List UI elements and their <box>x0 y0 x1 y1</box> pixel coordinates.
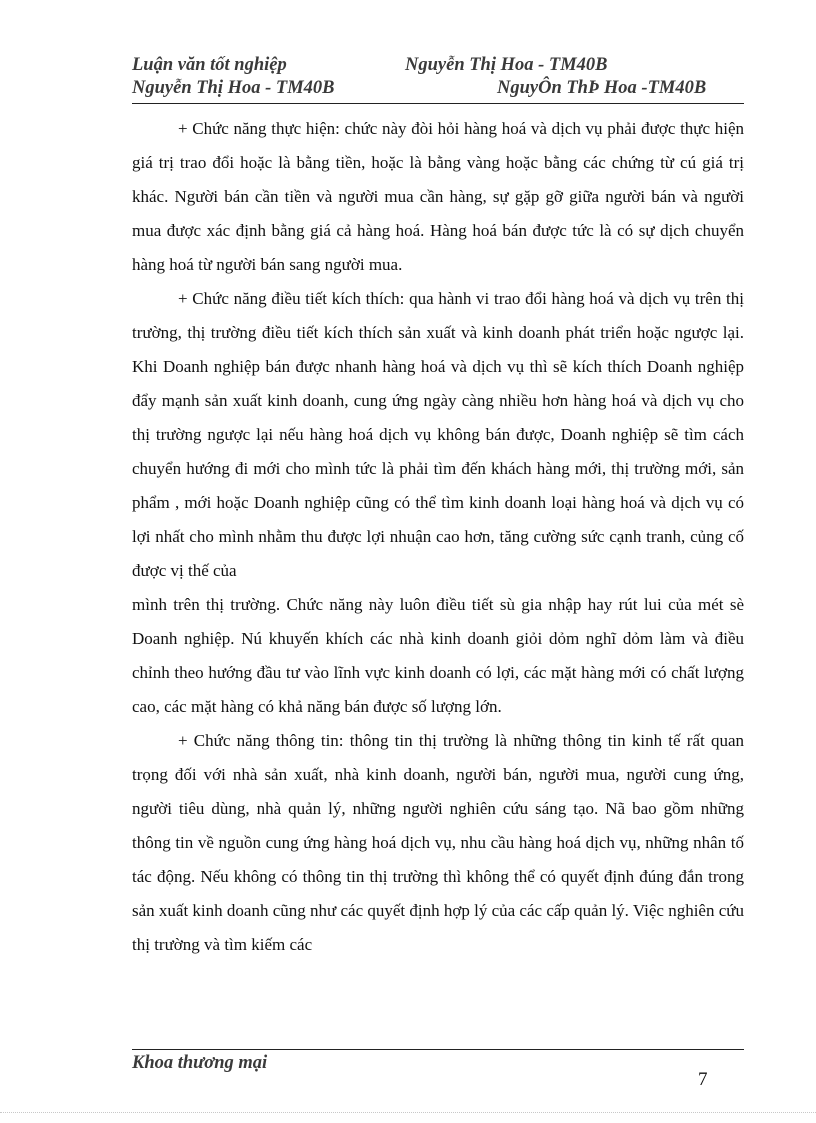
paragraph-execution-function: + Chức năng thực hiện: chức này đòi hỏi hàng hoá và dịch vụ phải được thực hiện giá trị trao đổi hoặc là bằng tiền, hoặc là bằng vàng hoặc bằng các chứng từ cú giá trị khác. Người bán cần tiền và người mua cần hàng, sự gặp gỡ giữa người bán và người mua được xác định bằng giá cả hàng hoá. Hàng hoá bán được tức là có sự dịch chuyển hàng hoá từ người bán sang người mua. <box>132 119 744 274</box>
footer-divider <box>132 1049 744 1050</box>
header-divider <box>132 103 744 104</box>
paragraph-information-function: + Chức năng thông tin: thông tin thị trường là những thông tin kinh tế rất quan trọng đối với nhà sản xuất, nhà kinh doanh, người bán, người mua, người cung ứng, người tiêu dùng, nhà quản lý, những người nghiên cứu sáng tạo. Nã bao gồm những thông tin về nguồn cung ứng hàng hoá dịch vụ, nhu cầu hàng hoá dịch vụ, những nhân tố tác động. Nếu không có thông tin thị trường thì không thể có quyết định đúng đắn trong sản xuất kinh doanh cũng như các quyết định hợp lý của các cấp quản lý. Việc nghiên cứu thị trường và tìm kiếm các <box>132 731 744 954</box>
document-body <box>132 112 744 962</box>
footer-faculty: Khoa thương mại <box>132 1053 268 1073</box>
thesis-label: Luận văn tốt nghiệp <box>132 55 287 75</box>
author-label-garbled: NguyÔn ThÞ Hoa -TM40B <box>497 78 707 98</box>
page-header <box>132 54 744 100</box>
header-row-2 <box>132 77 744 100</box>
paragraph-regulation-continued: mình trên thị trường. Chức năng này luôn điều tiết sù gia nhập hay rút lui của mét sè Doanh nghiệp. Nú khuyến khích các nhà kinh doanh giỏi dỏm nghĩ dỏm làm và điều chỉnh theo hướng đầu tư vào lĩnh vực kinh doanh có lợi, các mặt hàng mới có chất lượng cao, các mặt hàng có khả năng bán được số lượng lớn. <box>132 595 744 716</box>
header-row-1 <box>132 54 744 77</box>
paragraph-regulation-function: + Chức năng điều tiết kích thích: qua hành vi trao đổi hàng hoá và dịch vụ trên thị trường, thị trường điều tiết kích thích sản xuất và kinh doanh phát triển hoặc ngược lại. Khi Doanh nghiệp bán được nhanh hàng hoá và dịch vụ thì sẽ kích thích Doanh nghiệp đẩy mạnh sản xuất kinh doanh, cung ứng ngày càng nhiều hơn hàng hoá và dịch vụ cho thị trường ngược lại nếu hàng hoá dịch vụ không bán được, Doanh nghiệp sẽ tìm cách chuyển hướng đi mới cho mình tức là phải tìm đến khách hàng mới, thị trường mới, sản phẩm , mới hoặc Doanh nghiệp cũng có thể tìm kinh doanh loại hàng hoá và dịch vụ có lợi nhất cho mình nhằm thu được lợi nhuận cao hơn, tăng cường sức cạnh tranh, củng cố được vị thế của <box>132 289 744 580</box>
author-label-2: Nguyễn Thị Hoa - TM40B <box>132 78 335 98</box>
page-bottom-border <box>0 1112 816 1113</box>
page-number: 7 <box>698 1069 708 1090</box>
author-label: Nguyễn Thị Hoa - TM40B <box>405 55 608 75</box>
